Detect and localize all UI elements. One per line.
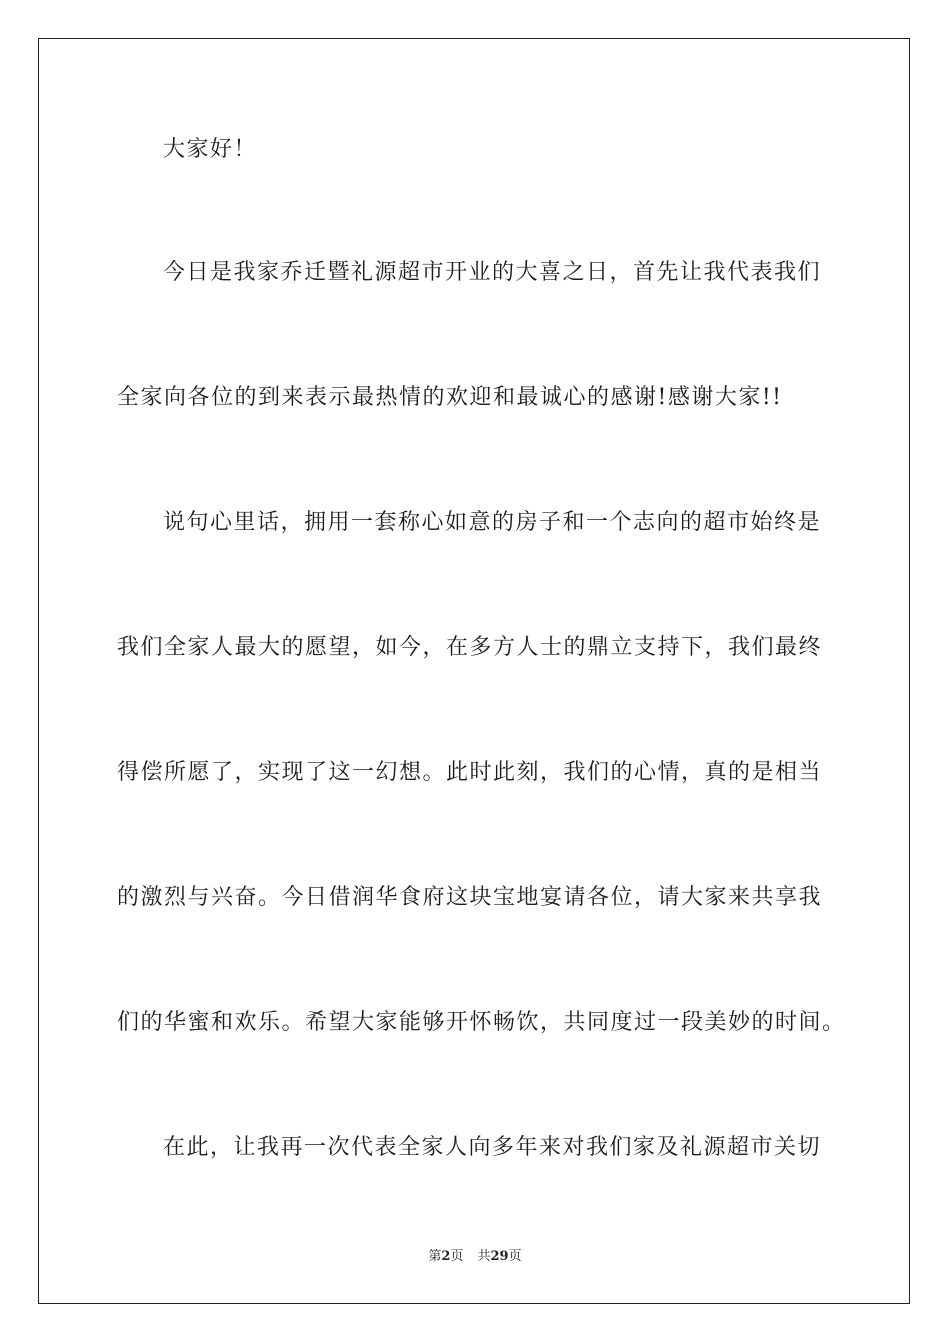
paragraph-2-line-3: 得偿所愿了，实现了这一幻想。此时此刻，我们的心情，真的是相当	[117, 760, 823, 785]
paragraph-2-line-2: 我们全家人最大的愿望，如今，在多方人士的鼎立支持下，我们最终	[117, 635, 823, 660]
paragraph-1-line-2: 全家向各位的到来表示最热情的欢迎和最诚心的感谢!感谢大家!!	[117, 385, 783, 410]
page-prefix: 第	[428, 1249, 442, 1264]
paragraph-2-line-1: 说句心里话，拥用一套称心如意的房子和一个志向的超市始终是	[163, 510, 822, 535]
page-footer	[0, 1245, 950, 1264]
page-border	[38, 38, 910, 1304]
paragraph-2-line-4: 的激烈与兴奋。今日借润华食府这块宝地宴请各位，请大家来共享我	[117, 885, 823, 910]
page-number	[428, 1245, 463, 1264]
greeting-line: 大家好！	[163, 137, 258, 162]
page-total	[477, 1245, 521, 1264]
paragraph-3-line-1: 在此，让我再一次代表全家人向多年来对我们家及礼源超市关切	[163, 1135, 822, 1160]
current-page: 2	[441, 1249, 451, 1264]
total-prefix: 共	[477, 1249, 491, 1264]
total-pages: 29	[490, 1249, 509, 1264]
paragraph-2-line-5: 们的华蜜和欢乐。希望大家能够开怀畅饮，共同度过一段美妙的时间。	[117, 1010, 846, 1035]
page-suffix: 页	[450, 1249, 464, 1264]
paragraph-1-line-1: 今日是我家乔迁暨礼源超市开业的大喜之日，首先让我代表我们	[163, 260, 822, 285]
total-suffix: 页	[508, 1249, 522, 1264]
